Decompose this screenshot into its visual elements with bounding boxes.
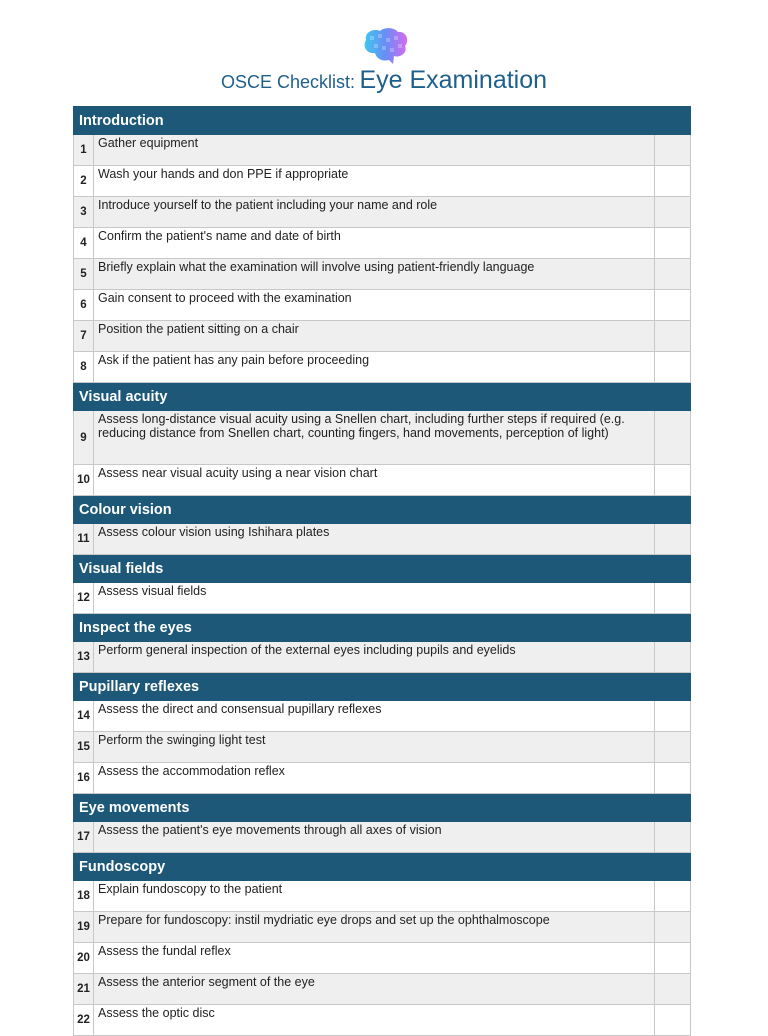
item-checkbox[interactable] [655, 465, 691, 496]
section-title: Introduction [74, 107, 691, 135]
checklist-item [74, 166, 691, 197]
checklist-item [74, 912, 691, 943]
item-number: 22 [74, 1005, 94, 1036]
checklist-item [74, 465, 691, 496]
checklist-item [74, 228, 691, 259]
section-header [74, 794, 691, 822]
item-checkbox[interactable] [655, 352, 691, 383]
item-text: Assess near visual acuity using a near vision chart [94, 465, 655, 496]
section-title: Eye movements [74, 794, 691, 822]
item-checkbox[interactable] [655, 411, 691, 465]
checklist-item [74, 974, 691, 1005]
section-header [74, 853, 691, 881]
item-number: 6 [74, 290, 94, 321]
item-checkbox[interactable] [655, 1005, 691, 1036]
item-text: Position the patient sitting on a chair [94, 321, 655, 352]
item-number: 11 [74, 524, 94, 555]
item-text: Assess the fundal reflex [94, 943, 655, 974]
item-text: Explain fundoscopy to the patient [94, 881, 655, 912]
item-number: 21 [74, 974, 94, 1005]
item-checkbox[interactable] [655, 228, 691, 259]
checklist-item [74, 642, 691, 673]
section-title: Colour vision [74, 496, 691, 524]
item-text: Perform general inspection of the external eyes including pupils and eyelids [94, 642, 655, 673]
section-header [74, 107, 691, 135]
checklist-item [74, 943, 691, 974]
item-number: 16 [74, 763, 94, 794]
checklist-item [74, 1005, 691, 1036]
item-checkbox[interactable] [655, 135, 691, 166]
checklist-item [74, 701, 691, 732]
item-checkbox[interactable] [655, 974, 691, 1005]
item-checkbox[interactable] [655, 881, 691, 912]
item-text: Wash your hands and don PPE if appropriate [94, 166, 655, 197]
item-checkbox[interactable] [655, 259, 691, 290]
item-checkbox[interactable] [655, 166, 691, 197]
item-number: 12 [74, 583, 94, 614]
item-checkbox[interactable] [655, 822, 691, 853]
item-text: Assess the optic disc [94, 1005, 655, 1036]
checklist-item [74, 524, 691, 555]
item-checkbox[interactable] [655, 321, 691, 352]
item-checkbox[interactable] [655, 583, 691, 614]
checklist-item [74, 290, 691, 321]
section-header [74, 673, 691, 701]
checklist-item [74, 732, 691, 763]
section-header [74, 496, 691, 524]
item-checkbox[interactable] [655, 732, 691, 763]
item-number: 17 [74, 822, 94, 853]
item-number: 14 [74, 701, 94, 732]
checklist-item [74, 352, 691, 383]
item-number: 20 [74, 943, 94, 974]
item-text: Gather equipment [94, 135, 655, 166]
section-title: Fundoscopy [74, 853, 691, 881]
checklist-item [74, 583, 691, 614]
section-title: Visual acuity [74, 383, 691, 411]
item-text: Confirm the patient's name and date of birth [94, 228, 655, 259]
item-text: Gain consent to proceed with the examination [94, 290, 655, 321]
checklist-item [74, 197, 691, 228]
item-number: 3 [74, 197, 94, 228]
checklist-item [74, 822, 691, 853]
item-checkbox[interactable] [655, 943, 691, 974]
item-checkbox[interactable] [655, 912, 691, 943]
item-text: Assess visual fields [94, 583, 655, 614]
checklist-item [74, 259, 691, 290]
brain-icon [360, 26, 410, 66]
item-number: 13 [74, 642, 94, 673]
item-text: Prepare for fundoscopy: instil mydriatic eye drops and set up the ophthalmoscope [94, 912, 655, 943]
section-title: Inspect the eyes [74, 614, 691, 642]
item-number: 18 [74, 881, 94, 912]
page-title [0, 66, 768, 95]
title-prefix: OSCE Checklist: [220, 72, 355, 92]
item-checkbox[interactable] [655, 197, 691, 228]
section-header [74, 555, 691, 583]
item-text: Assess the direct and consensual pupillary reflexes [94, 701, 655, 732]
checklist-item [74, 321, 691, 352]
item-text: Briefly explain what the examination will involve using patient-friendly language [94, 259, 655, 290]
section-header [74, 614, 691, 642]
item-text: Perform the swinging light test [94, 732, 655, 763]
item-checkbox[interactable] [655, 763, 691, 794]
checklist-item [74, 763, 691, 794]
item-number: 2 [74, 166, 94, 197]
item-text: Assess colour vision using Ishihara plates [94, 524, 655, 555]
item-text: Ask if the patient has any pain before proceeding [94, 352, 655, 383]
item-text: Assess the patient's eye movements through all axes of vision [94, 822, 655, 853]
title-main: Eye Examination [359, 66, 548, 94]
item-text: Assess the accommodation reflex [94, 763, 655, 794]
item-checkbox[interactable] [655, 290, 691, 321]
item-number: 19 [74, 912, 94, 943]
section-title: Visual fields [74, 555, 691, 583]
checklist-item [74, 135, 691, 166]
item-number: 9 [74, 411, 94, 465]
item-checkbox[interactable] [655, 524, 691, 555]
item-number: 8 [74, 352, 94, 383]
item-number: 7 [74, 321, 94, 352]
item-number: 15 [74, 732, 94, 763]
item-text: Introduce yourself to the patient including your name and role [94, 197, 655, 228]
checklist-item [74, 411, 691, 465]
section-title: Pupillary reflexes [74, 673, 691, 701]
item-number: 5 [74, 259, 94, 290]
item-number: 10 [74, 465, 94, 496]
checklist-item [74, 881, 691, 912]
section-header [74, 383, 691, 411]
item-number: 1 [74, 135, 94, 166]
item-text: Assess the anterior segment of the eye [94, 974, 655, 1005]
item-checkbox[interactable] [655, 701, 691, 732]
item-number: 4 [74, 228, 94, 259]
item-text: Assess long-distance visual acuity using a Snellen chart, including further steps if required (e.g. reducing distance from Snellen chart, counting fingers, hand movements, perception of light) [94, 411, 655, 465]
item-checkbox[interactable] [655, 642, 691, 673]
checklist-table [73, 106, 691, 1036]
